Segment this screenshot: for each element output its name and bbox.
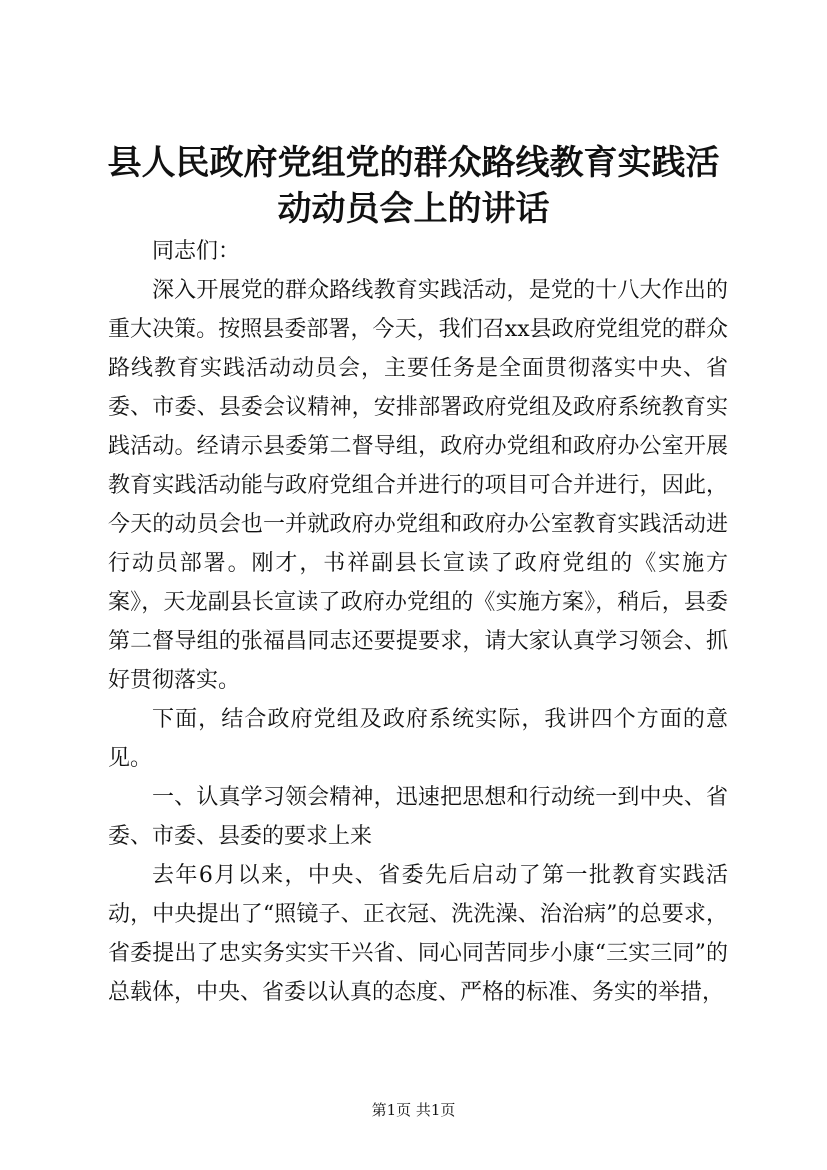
section-heading-1: 一、认真学习领会精神，迅速把思想和行动统一到中央、省委、市委、县委的要求上来: [108, 785, 728, 849]
salutation-paragraph: 同志们：: [152, 239, 241, 264]
document-body: [108, 232, 728, 1012]
section-1-paragraph: 去年6月以来，中央、省委先后启动了第一批教育实践活动，中央提出了“照镜子、正衣冠、洗洗澡、治治病”的总要求，省委提出了忠实务实实干兴省、同心同苦同步小康“三实三同”的总载体，中央、省委以认真的态度、严格的标准、务实的举措，: [108, 863, 728, 1005]
outline-paragraph: 下面，结合政府党组及政府系统实际，我讲四个方面的意见。: [108, 707, 728, 771]
document-title: 县人民政府党组党的群众路线教育实践活动动员会上的讲话: [107, 143, 720, 229]
page-footer: 第1页 共1页: [371, 1101, 456, 1119]
intro-paragraph: 深入开展党的群众路线教育实践活动，是党的十八大作出的重大决策。按照县委部署，今天，我们召xx县政府党组党的群众路线教育实践活动动员会，主要任务是全面贯彻落实中央、省委、市委、县委会议精神，安排部署政府党组及政府系统教育实践活动。经请示县委第二督导组，政府办党组和政府办公室开展教育实践活动能与政府党组合并进行的项目可合并进行，因此，今天的动员会也一并就政府办党组和政府办公室教育实践活动进行动员部署。刚才，书祥副县长宣读了政府党组的《实施方案》，天龙副县长宣读了政府办党组的《实施方案》，稍后，县委第二督导组的张福昌同志还要提要求，请大家认真学习领会、抓好贯彻落实。: [108, 278, 728, 693]
